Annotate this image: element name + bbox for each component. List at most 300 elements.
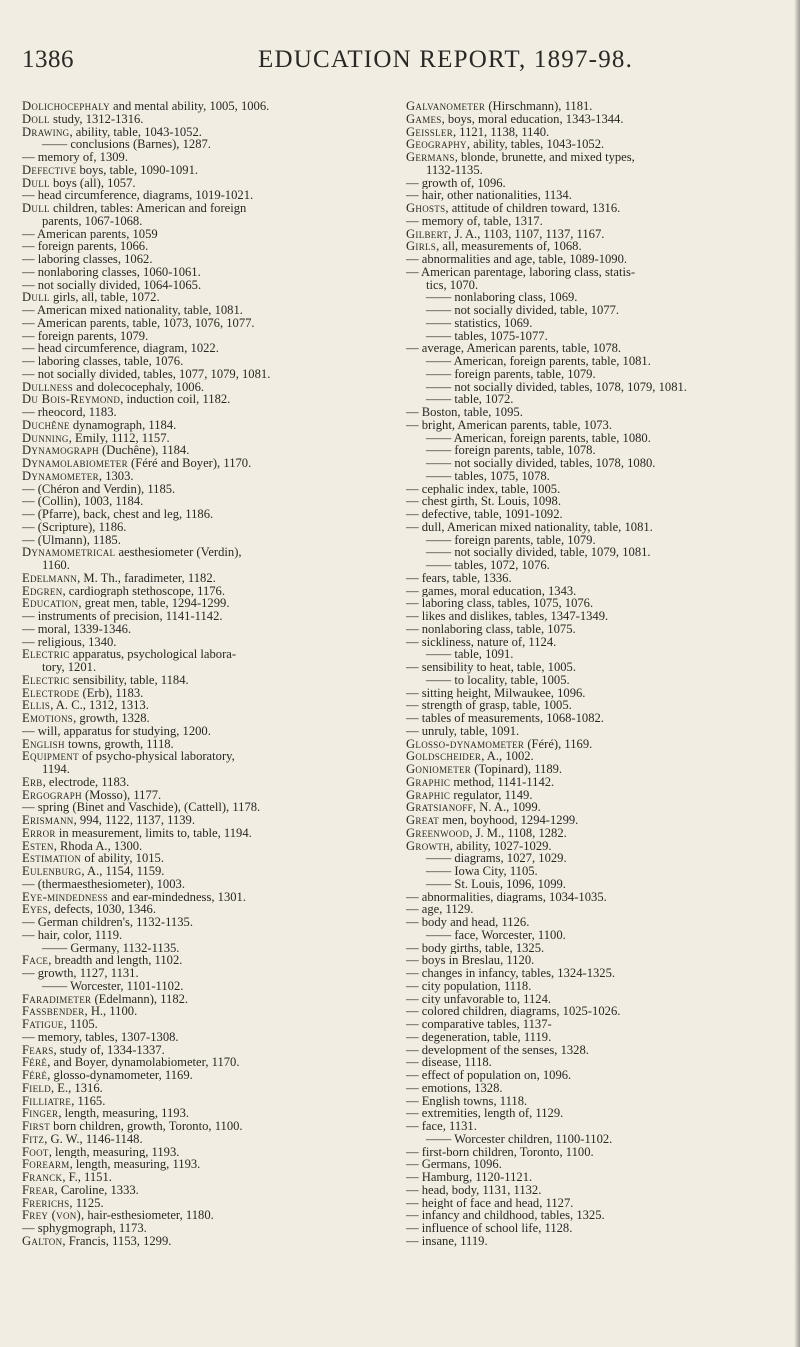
index-entry-text: , Caroline, 1333. (54, 1183, 139, 1197)
index-entry-text: towns, growth, 1118. (64, 737, 174, 751)
index-entry-text: — moral, 1339-1346. (22, 622, 132, 636)
index-entry-text: , hair-esthesiometer, 1180. (81, 1209, 214, 1222)
index-headword: Du Bois-Reymond (22, 393, 121, 406)
index-entry-text: — boys in Breslau, 1120. (406, 954, 535, 967)
index-headword: Edelmann (22, 571, 78, 585)
index-entry (22, 1222, 400, 1235)
index-entry (22, 189, 400, 202)
index-entry-text: , electrode, 1183. (42, 775, 130, 789)
index-entry-text: and ear-mindedness, 1301. (108, 890, 246, 904)
index-entry-text: — tables of measurements, 1068-1082. (406, 712, 604, 725)
index-entry (406, 648, 784, 661)
index-entry (406, 457, 784, 470)
index-entry-text: (Féré and Boyer), 1170. (127, 457, 252, 470)
index-entry (406, 1171, 784, 1184)
index-headword: Frerichs (22, 1196, 70, 1210)
index-headword: Fatigue (22, 1018, 64, 1031)
index-entry (406, 661, 784, 674)
index-headword: Galton (22, 1234, 63, 1248)
index-entry (22, 406, 400, 419)
index-entry (406, 304, 784, 317)
index-entry (406, 355, 784, 368)
index-headword: Gilbert (406, 227, 449, 241)
index-entry (22, 164, 400, 177)
index-entry (406, 827, 784, 840)
index-headword: Eulenburg (22, 865, 82, 878)
index-entry (406, 291, 784, 304)
index-entry (22, 572, 400, 585)
index-entry (406, 929, 784, 942)
page-number: 1386 (22, 46, 74, 73)
index-headword: Ellis (22, 699, 51, 712)
index-entry-text: — emotions, 1328. (406, 1081, 503, 1095)
index-entry-text: — infancy and childhood, tables, 1325. (406, 1209, 605, 1222)
index-entry-text: — growth, 1127, 1131. (22, 967, 139, 980)
index-entry (22, 508, 400, 521)
index-entry-text: , great men, table, 1294-1299. (78, 597, 230, 610)
index-entry (406, 916, 784, 929)
index-entry-text: — not socially divided, tables, 1077, 1079, 1081. (22, 367, 271, 381)
index-entry (406, 610, 784, 623)
index-entry (406, 432, 784, 445)
index-entry-text: , induction coil, 1182. (120, 393, 231, 406)
index-headword: Emotions (22, 712, 74, 725)
index-entry-text: , 994, 1122, 1137, 1139. (73, 814, 195, 827)
index-entry (22, 304, 400, 317)
index-headword: Eyes (22, 903, 48, 916)
index-entry-text: and mental ability, 1005, 1006. (109, 100, 270, 113)
index-headword: Fitz (22, 1132, 45, 1146)
index-headword: Finger (22, 1107, 59, 1120)
index-entry-text: —— face, Worcester, 1100. (426, 928, 566, 942)
index-entry (406, 253, 784, 266)
index-entry (406, 202, 784, 215)
index-entry-text: (Edelmann), 1182. (91, 992, 189, 1006)
index-entry-text: — sensibility to heat, table, 1005. (406, 661, 576, 674)
index-entry (22, 1197, 400, 1210)
index-entry (22, 801, 400, 814)
index-entry-text: , attitude of children toward, 1316. (445, 202, 621, 215)
index-entry-text: , glosso-dynamometer, 1169. (47, 1069, 193, 1082)
index-entry (406, 1082, 784, 1095)
index-entry (22, 814, 400, 827)
index-entry (22, 610, 400, 623)
index-entry (22, 1158, 400, 1171)
index-entry-text: , growth, 1328. (73, 712, 150, 725)
index-entry-text: — memory, tables, 1307-1308. (22, 1030, 179, 1044)
index-entry-text: method, 1141-1142. (450, 775, 555, 789)
index-entry (406, 738, 784, 751)
index-entry-text: , 1105. (63, 1018, 98, 1031)
index-entry-text: —— table, 1091. (426, 648, 514, 661)
index-entry (406, 368, 784, 381)
index-entry (22, 738, 400, 751)
index-headword: Defective (22, 163, 77, 177)
index-entry (22, 342, 400, 355)
index-entry (406, 1031, 784, 1044)
index-entry-text: , ability, 1027-1029. (449, 839, 552, 853)
index-headword: Electric (22, 648, 70, 661)
index-entry (406, 1158, 784, 1171)
index-entry-text: — abnormalities, diagrams, 1034-1035. (406, 890, 607, 904)
index-headword: Girls (406, 240, 437, 253)
index-entry (406, 1069, 784, 1082)
index-entry-text: , A., 1154, 1159. (81, 865, 165, 878)
index-entry-text: boys (all), 1057. (49, 176, 136, 190)
index-entry (406, 1209, 784, 1222)
index-entry-text: , E., 1316. (51, 1081, 103, 1095)
page-edge-shadow (794, 0, 800, 1347)
index-entry (406, 393, 784, 406)
index-entry-text: in measurement, limits to, table, 1194. (55, 826, 252, 840)
index-entry-text: — unruly, table, 1091. (406, 724, 520, 738)
index-entry-text: aesthesiometer (Verdin), (115, 546, 242, 559)
index-headword: Growth (406, 839, 450, 853)
index-entry (406, 1222, 784, 1235)
index-entry (406, 712, 784, 725)
index-entry (22, 419, 400, 432)
index-entry (22, 317, 400, 330)
index-entry (22, 1018, 400, 1031)
index-headword: Goniometer (406, 763, 472, 776)
index-entry-text: — nonlaboring class, table, 1075. (406, 622, 576, 636)
index-headword: Erismann (22, 814, 74, 827)
index-headword: Games (406, 112, 442, 126)
index-entry-text: —— tables, 1072, 1076. (426, 559, 550, 572)
index-entry-text: (Duchêne), 1184. (98, 444, 190, 457)
index-entry (22, 750, 400, 763)
index-entry (22, 1146, 400, 1159)
index-headword: Dolichocephaly (22, 100, 110, 113)
index-entry (22, 776, 400, 789)
index-entry (406, 177, 784, 190)
index-entry-text: —— Worcester, 1101-1102. (42, 979, 184, 993)
index-entry-text: sensibility, table, 1184. (69, 673, 189, 687)
index-entry (406, 508, 784, 521)
index-entry-text: — nonlaboring classes, 1060-1061. (22, 265, 201, 279)
index-entry-text: — comparative tables, 1137- (406, 1018, 552, 1031)
index-column-right (406, 100, 784, 1248)
index-entry (22, 457, 400, 470)
index-entry-text: dynamograph, 1184. (69, 418, 177, 432)
index-entry-text: — religious, 1340. (22, 635, 117, 649)
index-headword: Dull (22, 202, 50, 215)
index-entry (406, 138, 784, 151)
index-entry (406, 623, 784, 636)
index-entry-text: — body girths, table, 1325. (406, 941, 545, 955)
index-entry-text: —— not socially divided, table, 1077. (426, 304, 620, 317)
index-headword: Great (406, 814, 440, 827)
index-entry (406, 967, 784, 980)
index-entry-text: , length, measuring, 1193. (69, 1158, 201, 1171)
index-entry-text: (Erb), 1183. (79, 686, 144, 700)
index-entry-text: , blonde, brunette, and mixed types, (454, 151, 635, 164)
index-entry-text: — changes in infancy, tables, 1324-1325. (406, 967, 616, 980)
index-entry-text: — German children's, 1132-1135. (22, 916, 193, 929)
index-entry-text: , M. Th., faradimeter, 1182. (77, 571, 216, 585)
index-entry (406, 840, 784, 853)
index-entry (406, 1056, 784, 1069)
index-entry-text: —— tables, 1075, 1078. (426, 469, 550, 483)
index-entry-text: — (Scripture), 1186. (22, 520, 127, 534)
index-headword: Electric (22, 673, 70, 687)
index-entry (22, 151, 400, 164)
index-headword: Fassbender (22, 1005, 85, 1018)
index-entry (22, 929, 400, 942)
index-entry-text: —— Germany, 1132-1135. (42, 941, 180, 955)
index-entry-text: —— American, foreign parents, table, 1080. (426, 431, 651, 445)
index-entry (22, 495, 400, 508)
index-entry (406, 865, 784, 878)
index-entry-text: — colored children, diagrams, 1025-1026. (406, 1005, 621, 1018)
index-entry-text: study, 1312-1316. (49, 112, 144, 126)
index-entry (22, 100, 400, 113)
index-entry (406, 891, 784, 904)
index-entry-text: — growth of, 1096. (406, 176, 506, 190)
index-entry (22, 368, 400, 381)
index-entry-text: of ability, 1015. (81, 852, 164, 865)
index-entry-text: (Mosso), 1177. (81, 788, 162, 802)
index-entry-text: — (Collin), 1003, 1184. (22, 495, 144, 508)
index-headword: Dynamograph (22, 444, 99, 457)
index-headword: Education (22, 597, 79, 610)
index-entry (22, 393, 400, 406)
index-entry (406, 381, 784, 394)
index-entry (22, 891, 400, 904)
index-entry (406, 240, 784, 253)
index-headword: Frey (von) (22, 1209, 82, 1222)
index-entry-text: — Germans, 1096. (406, 1158, 502, 1171)
index-entry (406, 317, 784, 330)
index-entry (22, 432, 400, 445)
index-entry-text: — sphygmograph, 1173. (22, 1222, 147, 1235)
index-entry-text: — age, 1129. (406, 903, 474, 916)
index-entry (22, 585, 400, 598)
index-entry (406, 763, 784, 776)
index-entry-text: , H., 1100. (84, 1005, 138, 1018)
index-entry (406, 903, 784, 916)
index-entry-text: , F., 1151. (62, 1171, 112, 1184)
running-title: EDUCATION REPORT, 1897-98. (258, 46, 634, 73)
index-entry-text: —— conclusions (Barnes), 1287. (42, 138, 211, 151)
index-headword: Dullness (22, 380, 73, 394)
index-entry (406, 126, 784, 139)
index-headword: Dull (22, 291, 50, 304)
index-entry (406, 100, 784, 113)
index-entry-text: — spring (Binet and Vaschide), (Cattell), 1178. (22, 801, 261, 814)
index-entry-text: — insane, 1119. (406, 1234, 488, 1248)
index-entry (406, 1095, 784, 1108)
index-entry (22, 1133, 400, 1146)
index-entry-text: 1194. (42, 763, 70, 776)
index-entry-text: —— diagrams, 1027, 1029. (426, 852, 567, 865)
index-entry (22, 483, 400, 496)
index-headword: Frear (22, 1183, 55, 1197)
index-entry (22, 712, 400, 725)
index-entry-text: and dolecocephaly, 1006. (73, 380, 205, 394)
index-entry (406, 1005, 784, 1018)
index-headword: Forearm (22, 1158, 70, 1171)
index-entry-text: , J. M., 1108, 1282. (469, 826, 567, 840)
index-entry-text: — bright, American parents, table, 1073. (406, 418, 612, 432)
index-entry-text: , 1303. (98, 469, 134, 483)
index-entry (406, 444, 784, 457)
index-entry-text: —— Worcester children, 1100-1102. (426, 1132, 613, 1146)
index-entry (406, 699, 784, 712)
index-entry-text: — laboring class, tables, 1075, 1076. (406, 597, 594, 610)
index-headword: Féré (22, 1056, 48, 1069)
index-entry-text: —— foreign parents, table, 1079. (426, 533, 596, 547)
index-entry-text: , N. A., 1099. (472, 801, 541, 814)
index-headword: Erb (22, 775, 43, 789)
index-entry (406, 470, 784, 483)
index-headword: Duchêne (22, 418, 70, 432)
index-entry-text: —— foreign parents, table, 1079. (426, 367, 596, 381)
index-entry-text: boys, table, 1090-1091. (76, 163, 199, 177)
index-entry (406, 980, 784, 993)
index-entry-text: — (Pfarre), back, chest and leg, 1186. (22, 508, 214, 521)
index-headword: First (22, 1120, 51, 1133)
index-entry-text: — memory of, table, 1317. (406, 214, 543, 228)
index-entry (22, 916, 400, 929)
index-entry (406, 852, 784, 865)
index-entry (22, 1082, 400, 1095)
index-entry-text: of psycho-physical laboratory, (78, 750, 235, 763)
index-entry-text: born children, growth, Toronto, 1100. (50, 1120, 243, 1133)
index-entry (406, 342, 784, 355)
index-entry-text: — American parents, table, 1073, 1076, 1077. (22, 316, 255, 330)
index-entry-text: —— Iowa City, 1105. (426, 865, 538, 878)
index-entry (22, 597, 400, 610)
index-entry (22, 1107, 400, 1120)
index-entry (22, 559, 400, 572)
index-entry-text: —— table, 1072. (426, 393, 514, 406)
index-entry (406, 164, 784, 177)
index-entry-text: , all, measurements of, 1068. (436, 240, 582, 253)
index-entry (406, 1107, 784, 1120)
index-entry (22, 1095, 400, 1108)
index-entry-text: — American mixed nationality, table, 1081. (22, 304, 243, 317)
index-entry-text: — American parents, 1059 (22, 227, 158, 241)
index-headword: Geissler (406, 125, 453, 139)
index-headword: Dynamolabiometer (22, 457, 128, 470)
index-entry-text: , A. C., 1312, 1313. (50, 699, 149, 712)
index-entry (22, 1005, 400, 1018)
index-headword: Ghosts (406, 202, 446, 215)
index-entry (22, 113, 400, 126)
index-entry (22, 355, 400, 368)
index-entry-text: — height of face and head, 1127. (406, 1196, 574, 1210)
index-entry (22, 381, 400, 394)
index-headword: Graphic (406, 775, 451, 789)
index-entry-text: , 1125. (69, 1196, 104, 1210)
index-headword: Face (22, 954, 49, 967)
index-entry-text: , 1165. (71, 1094, 106, 1108)
index-entry (406, 1184, 784, 1197)
index-entry (406, 942, 784, 955)
index-entry-text: — abnormalities and age, table, 1089-1090. (406, 253, 628, 266)
index-entry-text: —— tables, 1075-1077. (426, 329, 548, 343)
index-entry-text: , ability, tables, 1043-1052. (466, 138, 605, 151)
index-entry-text: men, boyhood, 1294-1299. (439, 814, 579, 827)
index-entry-text: — city population, 1118. (406, 979, 532, 993)
index-entry-text: — influence of school life, 1128. (406, 1222, 573, 1235)
index-headword: English (22, 737, 65, 751)
index-entry (22, 330, 400, 343)
index-headword: Filliatre (22, 1094, 72, 1108)
index-entry (22, 279, 400, 292)
index-entry (406, 878, 784, 891)
index-entry-text: 1132-1135. (426, 163, 483, 177)
index-entry-text: (Topinard), 1189. (471, 763, 563, 776)
index-entry-text: apparatus, psychological labora- (69, 648, 237, 661)
index-entry-text: 1160. (42, 559, 70, 572)
index-entry (406, 954, 784, 967)
index-entry (406, 189, 784, 202)
index-entry-text: — Boston, table, 1095. (406, 406, 523, 419)
index-entry-text: — will, apparatus for studying, 1200. (22, 724, 211, 738)
index-entry-text: — foreign parents, 1066. (22, 240, 149, 253)
index-headword: Esten (22, 839, 54, 853)
index-entry (22, 878, 400, 891)
index-entry (406, 572, 784, 585)
index-entry (22, 789, 400, 802)
index-entry-text: — not socially divided, 1064-1065. (22, 278, 202, 292)
index-headword: Edgren (22, 584, 63, 598)
index-entry (406, 801, 784, 814)
index-entry-text: — memory of, 1309. (22, 151, 128, 164)
index-entry (22, 763, 400, 776)
index-entry (22, 648, 400, 661)
index-entry-text: — dull, American mixed nationality, table, 1081. (406, 520, 653, 534)
index-headword: Dunning (22, 431, 69, 445)
index-entry (406, 814, 784, 827)
index-entry-text: —— not socially divided, tables, 1078, 1079, 1081. (426, 380, 687, 394)
index-entry (406, 151, 784, 164)
index-entry-text: — laboring classes, 1062. (22, 253, 153, 266)
index-headword: Faradimeter (22, 992, 92, 1006)
index-entry (406, 1044, 784, 1057)
index-headword: Dynamometer (22, 469, 99, 483)
index-entry (406, 1197, 784, 1210)
index-headword: Electrode (22, 686, 80, 700)
index-entry (22, 661, 400, 674)
index-entry-text: parents, 1067-1068. (42, 214, 143, 228)
index-entry (22, 215, 400, 228)
index-entry-text: — Hamburg, 1120-1121. (406, 1171, 533, 1184)
index-entry-text: — laboring classes, table, 1076. (22, 355, 184, 368)
index-entry (406, 495, 784, 508)
index-entry (22, 126, 400, 139)
index-entry-text: — games, moral education, 1343. (406, 584, 577, 598)
index-entry-text: , ability, table, 1043-1052. (69, 125, 202, 139)
index-entry-text: — degeneration, table, 1119. (406, 1030, 552, 1044)
index-entry-text: —— statistics, 1069. (426, 316, 533, 330)
index-entry-text: , cardiograph stethoscope, 1176. (62, 584, 226, 598)
index-entry (406, 750, 784, 763)
index-entry (406, 636, 784, 649)
index-entry (22, 865, 400, 878)
index-headword: Germans (406, 151, 455, 164)
index-entry (406, 1146, 784, 1159)
index-entry (22, 1120, 400, 1133)
index-headword: Franck (22, 1171, 63, 1184)
index-entry (22, 1056, 400, 1069)
index-entry (22, 1184, 400, 1197)
index-entry-text: — (Ulmann), 1185. (22, 533, 121, 547)
index-headword: Equipment (22, 750, 79, 763)
index-entry (22, 1069, 400, 1082)
